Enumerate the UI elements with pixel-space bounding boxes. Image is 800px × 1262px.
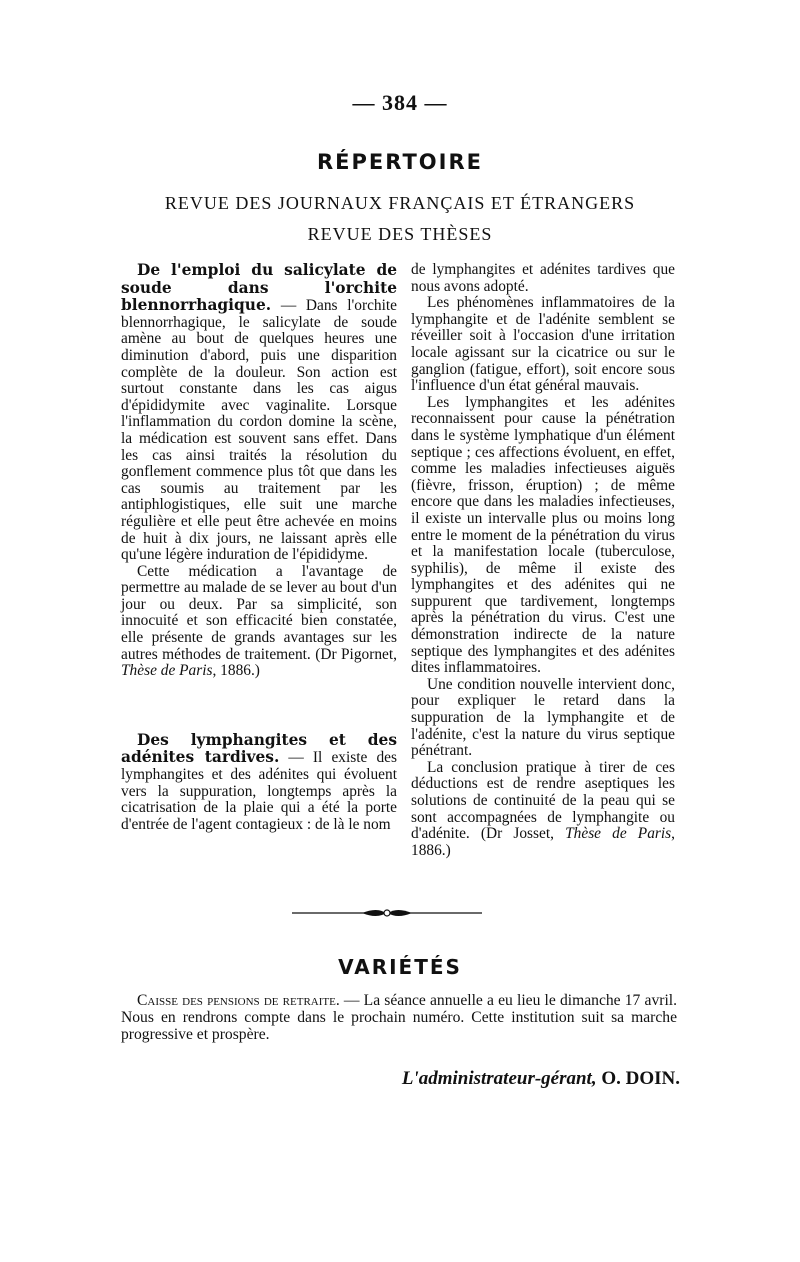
article-2-para-5 — [411, 760, 675, 860]
varietes-title: VARIÉTÉS — [338, 955, 462, 979]
article-1-citation-end: , 1886.) — [212, 662, 260, 680]
signature-name: O. DOIN. — [596, 1068, 680, 1089]
article-gap — [121, 680, 397, 732]
article-2-text-5: La conclusion pratique à tirer de ces déductions est de rendre aseptiques les solutions de continuité de la peau qui se sont accompagnées de lymphangite ou d'adénite. (Dr Josset, — [411, 758, 675, 843]
signature — [360, 1068, 680, 1090]
article-2-text-1-right: de lymphangites et adénites tardives que nous avons adopté. — [411, 261, 675, 295]
page-number: — 384 — — [352, 90, 448, 115]
article-1-para-2 — [121, 564, 397, 680]
varietes-text: — La séance annuelle a eu lieu le dimanche 17 avril. Nous en rendrons compte dans le prochain numéro. Cette institution suit sa marche progressive et prospère. — [121, 992, 678, 1043]
section-title: RÉPERTOIRE — [317, 150, 483, 174]
left-column — [121, 262, 397, 833]
article-2-lead: Des lymphangites et des adénites tardives. — [121, 730, 397, 767]
article-1-lead: De l'emploi du salicylate de soude dans l'orchite blennorrhagique. — [121, 261, 397, 315]
article-2-para-2: Les phénomènes inflammatoires de la lymphangite et de l'adénite semblent se réveiller soit à l'occasion d'une irritation locale agissant sur la cicatrice ou sur le ganglion (fatigue, effort), soit encore sous l'influence d'un état général mauvais. — [411, 294, 675, 395]
varietes-body — [121, 992, 677, 1043]
right-column — [411, 262, 675, 859]
ornamental-divider — [292, 907, 482, 919]
signature-role: L'administrateur-gérant, — [401, 1068, 597, 1089]
article-1-text-2: Cette médication a l'avantage de permettre au malade de se lever au bout d'un jour ou deux. Par sa simplicité, son innocuité et son efficacité bien constatée, elle présente de grands avantages sur les autres méthodes de traitement. (Dr Pigornet, — [121, 562, 397, 663]
article-2-text-1-left: — Il existe des lymphangites et des adénites qui évoluent vers la suppuration, longtemps après la cicatrisation de la plaie qui a été la porte d'entrée de l'agent contagieux : de là le nom — [121, 749, 397, 833]
article-2-citation-end: , 1886.) — [411, 825, 675, 859]
subtitle-journaux: REVUE DES JOURNAUX FRANÇAIS ET ÉTRANGERS — [164, 193, 636, 213]
article-1-citation: Thèse de Paris — [121, 662, 213, 680]
article-2-para-1 — [121, 732, 397, 834]
article-1-text-1: — Dans l'orchite blennorrhagique, le salicylate de soude amène au bout de quelques heures une diminution d'abord, puis une disparition complète de la douleur. Son action est surtout constante dans les cas aigus d'épididymite avec vaginalite. Lorsque l'inflammation du cordon domine la scène, la médication est souvent sans effet. Dans les cas ainsi traités la résolution du gonflement commence plus tôt que dans les cas soumis au traitement par les antiphlogistiques, elle suit une marche régulière et elle peut être achevée en moins de huit à dix jours, ne laissant après elle qu'une légère induration de l'épididyme. — [121, 297, 397, 564]
varietes-paragraph — [121, 992, 677, 1043]
article-2-para-3: Les lymphangites et les adénites reconnaissent pour cause la pénétration dans le système lymphatique d'un élément septique ; ces affections évoluent, en effet, comme les maladies infectieuses aiguës (fièvre, frisson, éruption) ; de même encore que dans les maladies infectieuses, il existe un intervalle plus ou moins long entre le moment de la pénétration du virus et la manifestation locale (tuberculose, syphilis), de même il existe des lymphangites et des adénites qui ne suppurent que tardivement, longtemps après la pénétration du virus. C'est une démonstration indirecte de la nature septique des lymphangites et des adénites dites inflammatoires. — [411, 393, 675, 677]
subtitle-theses: REVUE DES THÈSES — [307, 224, 493, 244]
article-2-para-4: Une condition nouvelle intervient donc, pour expliquer le retard dans la suppuration de la lymphangite et de l'adénite, c'est la nature du virus septique pénétrant. — [411, 675, 675, 760]
varietes-lead: Caisse des pensions de retraite. — [137, 992, 340, 1009]
article-2-citation: Thèse de Paris — [565, 825, 672, 843]
article-1-para-1 — [121, 262, 397, 564]
